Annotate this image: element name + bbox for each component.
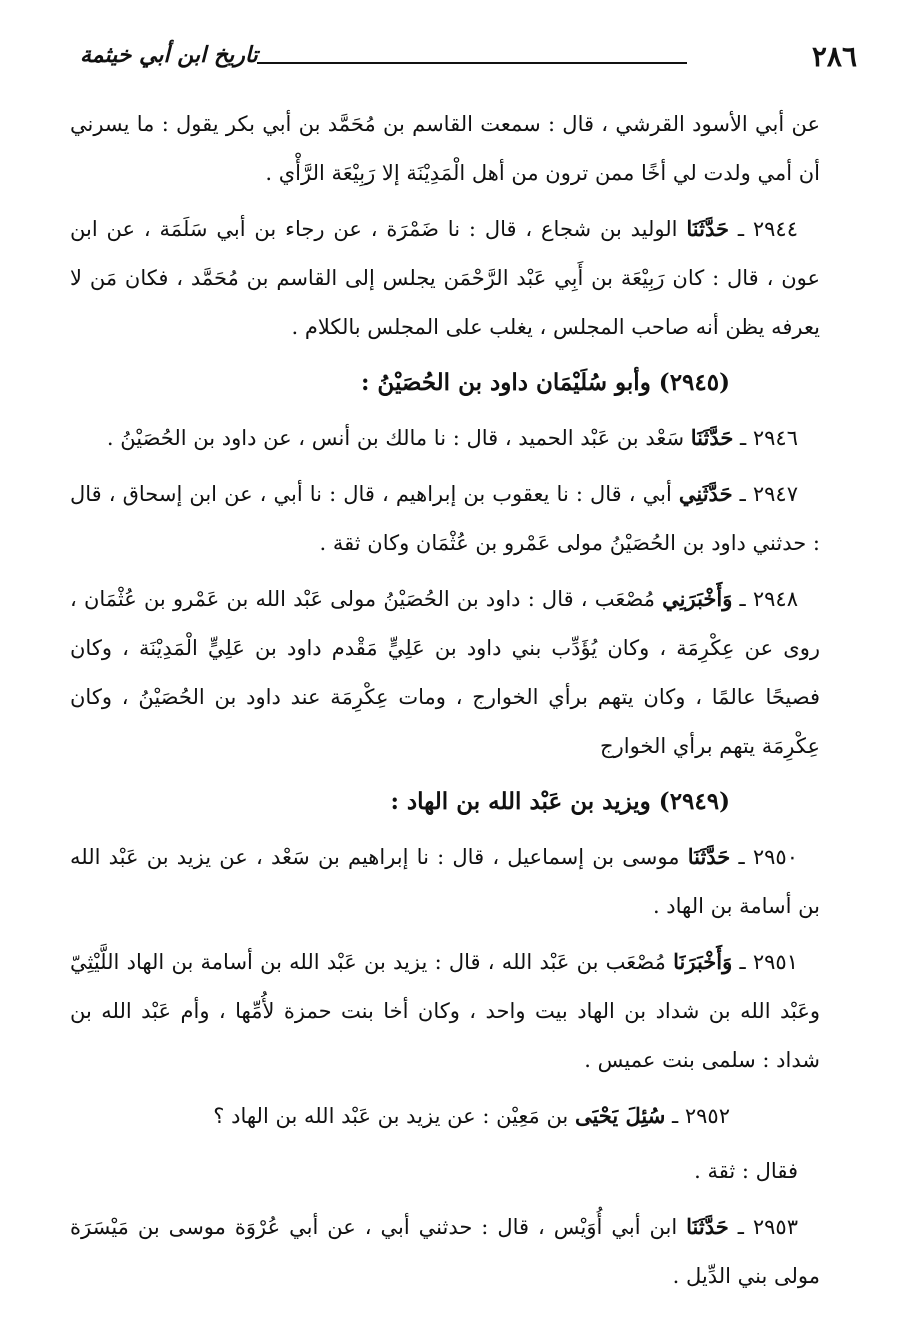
running-title: تاريخ ابن أبي خيثمة xyxy=(80,42,258,68)
entry-keyword: وَأَخْبَرَنِي xyxy=(662,586,733,611)
entry-number: ٢٩٤٨ xyxy=(752,587,798,611)
entry-keyword: سُئِلَ يَحْيَى xyxy=(574,1103,666,1128)
entry-2952: ٢٩٥٢ ـ سُئِلَ يَحْيَى بن مَعِيْن : عن يزيد بن عَبْد الله بن الهاد ؟ xyxy=(213,1103,730,1128)
entry-text: موسى بن إسماعيل ، قال : نا إبراهيم بن سَعْد ، عن يزيد بن عَبْد الله بن أسامة بن الهاد . xyxy=(70,845,820,918)
entry-number: ٢٩٤٤ xyxy=(752,217,798,241)
entry-text: بن مَعِيْن : عن يزيد بن عَبْد الله بن الهاد ؟ xyxy=(213,1104,569,1128)
section-heading-2945: (٢٩٤٥) وأبو سُلَيْمَان داود بن الحُصَيْنُ : xyxy=(360,369,730,396)
entry-keyword: حَدَّثَنَا xyxy=(686,216,729,241)
entry-text: ابن أبي أُوَيْس ، قال : حدثني أبي ، عن أبي عُرْوَة موسى بن مَيْسَرَة مولى بني الدِّيل . xyxy=(70,1215,820,1288)
entry-number: ٢٩٥٢ xyxy=(684,1104,730,1128)
entry-number: ٢٩٤٧ xyxy=(752,482,798,506)
entry-keyword: حَدَّثَنَا xyxy=(690,425,734,450)
entry-2952-answer: فقال : ثقة . xyxy=(694,1159,798,1183)
entry-text: مُصْعَب ، قال : داود بن الحُصَيْنُ مولى عَبْد الله بن عَمْرو بن عُثْمَان ، روى عن عِكْرِمَة ، وكان يُؤَدِّب بني داود بن عَلِيٍّ مَقْدم داود بن عَلِيٍّ الْمَدِيْنَة ، وكان فصيحًا عالمًا ، وكان يتهم برأي الخوارج ، ومات عِكْرِمَة عند داود بن الحُصَيْنُ ، وكان عِكْرِمَة يتهم برأي الخوارج xyxy=(70,587,820,758)
entry-2946: ٢٩٤٦ ـ حَدَّثَنَا سَعْد بن عَبْد الحميد ، قال : نا مالك بن أنس ، عن داود بن الحُصَيْنُ . xyxy=(106,425,798,450)
entry-keyword: وَأَخْبَرَنَا xyxy=(673,949,733,974)
page-number: ٢٨٦ xyxy=(811,40,857,73)
paragraph-continuation xyxy=(70,100,820,198)
entry-2947: ٢٩٤٧ ـ حَدَّثَنِي أبي ، قال : نا يعقوب بن إبراهيم ، قال : نا أبي ، عن ابن إسحاق ، قال : حدثني داود بن الحُصَيْنُ مولى عَمْرو بن عُثْمَان وكان ثقة . xyxy=(70,481,820,555)
entry-keyword: حَدَّثَنَا xyxy=(686,1214,729,1239)
entry-number: ٢٩٥١ xyxy=(752,950,798,974)
section-heading-2949: (٢٩٤٩) ويزيد بن عَبْد الله بن الهاد : xyxy=(390,788,730,815)
entry-text: مُصْعَب بن عَبْد الله ، قال : يزيد بن عَبْد الله بن أسامة بن الهاد اللَّيْثِيّ وعَبْد الله بن شداد بن الهاد بيت واحد ، وكان أخا بنت حمزة لأُمِّها ، وأم عَبْد الله بن شداد : سلمى بنت عميس . xyxy=(70,950,820,1072)
entry-keyword: حَدَّثَنِي xyxy=(678,481,733,506)
entry-2950: ٢٩٥٠ ـ حَدَّثَنَا موسى بن إسماعيل ، قال : نا إبراهيم بن سَعْد ، عن يزيد بن عَبْد الله بن أسامة بن الهاد . xyxy=(70,844,820,918)
entry-text: سَعْد بن عَبْد الحميد ، قال : نا مالك بن أنس ، عن داود بن الحُصَيْنُ . xyxy=(106,426,685,450)
entry-2951: ٢٩٥١ ـ وَأَخْبَرَنَا مُصْعَب بن عَبْد الله ، قال : يزيد بن عَبْد الله بن أسامة بن الهاد اللَّيْثِيّ وعَبْد الله بن شداد بن الهاد بيت واحد ، وكان أخا بنت حمزة لأُمِّها ، وأم عَبْد الله بن شداد : سلمى بنت عميس . xyxy=(70,949,820,1072)
entry-text: الوليد بن شجاع ، قال : نا ضَمْرَة ، عن رجاء بن أبي سَلَمَة ، عن ابن عون ، قال : كان رَبِيْعَة بن أَبِي عَبْد الرَّحْمَن يجلس إلى القاسم بن مُحَمَّد ، فكان مَن لا يعرفه يظن أنه صاحب المجلس ، يغلب على المجلس بالكلام . xyxy=(70,217,820,339)
entry-number: ٢٩٥٣ xyxy=(752,1215,798,1239)
paragraph-text: عن أبي الأسود القرشي ، قال : سمعت القاسم بن مُحَمَّد بن أبي بكر يقول : ما يسرني أن أمي ولدت لي أخًا ممن ترون من أهل الْمَدِيْنَة إلا رَبِيْعَة الرَّأْي . xyxy=(70,112,820,185)
header-rule xyxy=(257,62,687,64)
page-header xyxy=(70,40,857,80)
entry-2948: ٢٩٤٨ ـ وَأَخْبَرَنِي مُصْعَب ، قال : داود بن الحُصَيْنُ مولى عَبْد الله بن عَمْرو بن عُثْمَان ، روى عن عِكْرِمَة ، وكان يُؤَدِّب بني داود بن عَلِيٍّ مَقْدم داود بن عَلِيٍّ الْمَدِيْنَة ، وكان فصيحًا عالمًا ، وكان يتهم برأي الخوارج ، ومات عِكْرِمَة عند داود بن الحُصَيْنُ ، وكان عِكْرِمَة يتهم برأي الخوارج xyxy=(70,586,820,758)
entry-number: ٢٩٤٦ xyxy=(752,426,798,450)
entry-2953: ٢٩٥٣ ـ حَدَّثَنَا ابن أبي أُوَيْس ، قال : حدثني أبي ، عن أبي عُرْوَة موسى بن مَيْسَرَة مولى بني الدِّيل . xyxy=(70,1214,820,1288)
entry-text: أبي ، قال : نا يعقوب بن إبراهيم ، قال : نا أبي ، عن ابن إسحاق ، قال : حدثني داود بن الحُصَيْنُ مولى عَمْرو بن عُثْمَان وكان ثقة . xyxy=(70,482,820,555)
entry-number: ٢٩٥٠ xyxy=(752,845,798,869)
entry-keyword: حَدَّثَنَا xyxy=(687,844,731,869)
page-body xyxy=(70,100,820,1307)
entry-2944: ٢٩٤٤ ـ حَدَّثَنَا الوليد بن شجاع ، قال : نا ضَمْرَة ، عن رجاء بن أبي سَلَمَة ، عن ابن عون ، قال : كان رَبِيْعَة بن أَبِي عَبْد الرَّحْمَن يجلس إلى القاسم بن مُحَمَّد ، فكان مَن لا يعرفه يظن أنه صاحب المجلس ، يغلب على المجلس بالكلام . xyxy=(70,216,820,339)
